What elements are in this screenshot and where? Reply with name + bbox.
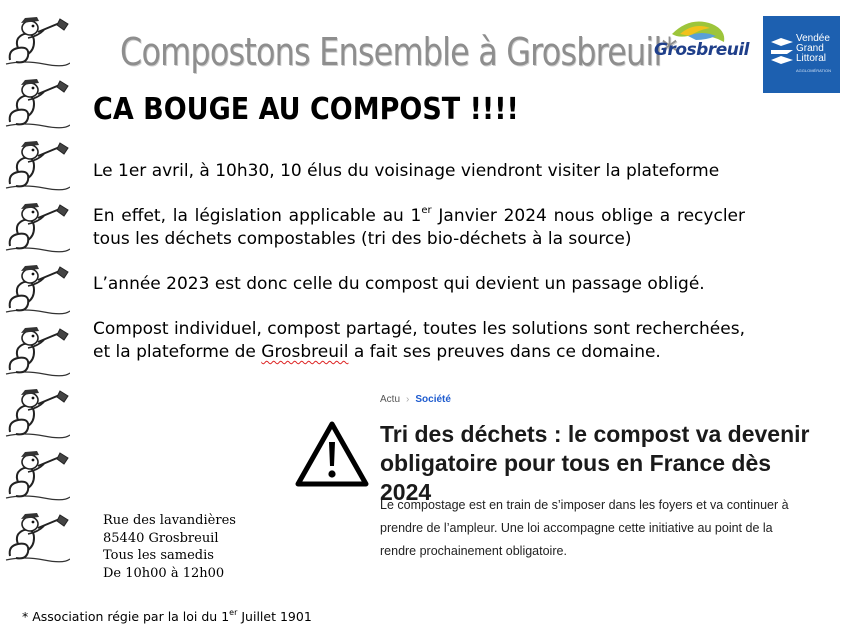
paragraph-legislation xyxy=(93,205,745,251)
opening-hours: De 10h00 à 12h00 xyxy=(103,565,225,581)
worm-gardener-icon xyxy=(4,76,70,132)
paragraph-year: L’année 2023 est donc celle du compost qui devient un passage obligé. xyxy=(93,274,705,294)
body-text xyxy=(93,160,745,386)
breadcrumb-home[interactable]: Actu xyxy=(380,394,401,405)
footnote xyxy=(22,609,312,624)
worm-border xyxy=(4,14,74,554)
worm-gardener-icon xyxy=(4,324,70,380)
address-street: Rue des lavandières xyxy=(103,513,236,528)
legislation-sup: er xyxy=(421,205,432,216)
headline: CA BOUGE AU COMPOST !!!! xyxy=(93,92,519,127)
vendee-logo-subtext: AGGLOMÉRATION xyxy=(796,68,832,73)
breadcrumb-category[interactable]: Société xyxy=(415,394,451,405)
vendee-line-1: Vendée xyxy=(796,33,830,44)
vendee-line-3: Littoral xyxy=(796,53,827,64)
solutions-text-2: a fait ses preuves dans ce domaine. xyxy=(348,342,661,362)
article-lede: Le compostage est en train de s’imposer dans les foyers et va continuer à prendre de l’ampleur. Une loi accompagne cette initiative au point de la rendre prochainement obligatoire. xyxy=(380,498,789,558)
worm-gardener-icon xyxy=(4,262,70,318)
vendee-logo-text xyxy=(796,34,830,64)
legislation-text-2: Janvier 2024 nous oblige a recycler tous les déchets compostables (tri des bio-déchets à la source) xyxy=(93,206,745,249)
worm-gardener-icon xyxy=(4,200,70,256)
opening-days: Tous les samedis xyxy=(103,548,214,563)
worm-gardener-icon xyxy=(4,448,70,504)
worm-gardener-icon xyxy=(4,386,70,442)
news-article-clipping xyxy=(290,390,820,580)
footnote-sup: er xyxy=(229,608,238,617)
paragraph-visit: Le 1er avril, à 10h30, 10 élus du voisinage viendront visiter la plateforme xyxy=(93,161,720,181)
worm-gardener-icon xyxy=(4,510,70,566)
breadcrumb xyxy=(380,394,451,405)
footnote-text-2: Juillet 1901 xyxy=(237,609,312,624)
vendee-line-2: Grand xyxy=(796,43,824,54)
vendee-emblem-icon xyxy=(769,36,795,66)
breadcrumb-separator-icon: › xyxy=(406,394,410,405)
worm-gardener-icon xyxy=(4,138,70,194)
address-block xyxy=(103,512,236,582)
warning-icon xyxy=(294,418,370,490)
article-title[interactable]: Tri des déchets : le compost va devenir obligatoire pour tous en France dès 2024 xyxy=(380,421,810,505)
grosbreuil-logo xyxy=(650,14,749,84)
vendee-grand-littoral-logo xyxy=(763,16,840,93)
page-title: Compostons Ensemble à Grosbreuil* xyxy=(120,30,677,74)
solutions-text-1: Compost individuel, compost partagé, toutes les solutions sont recherchées, et la plateforme de xyxy=(93,319,745,362)
grosbreuil-word: Grosbreuil xyxy=(261,342,349,362)
legislation-text-1: En effet, la législation applicable au 1 xyxy=(93,206,422,226)
worm-gardener-icon xyxy=(4,14,70,70)
address-city: 85440 Grosbreuil xyxy=(103,530,219,546)
footnote-text-1: * Association régie par la loi du 1 xyxy=(22,609,230,624)
grosbreuil-logo-text: Grosbreuil xyxy=(654,40,749,60)
paragraph-solutions xyxy=(93,318,745,364)
